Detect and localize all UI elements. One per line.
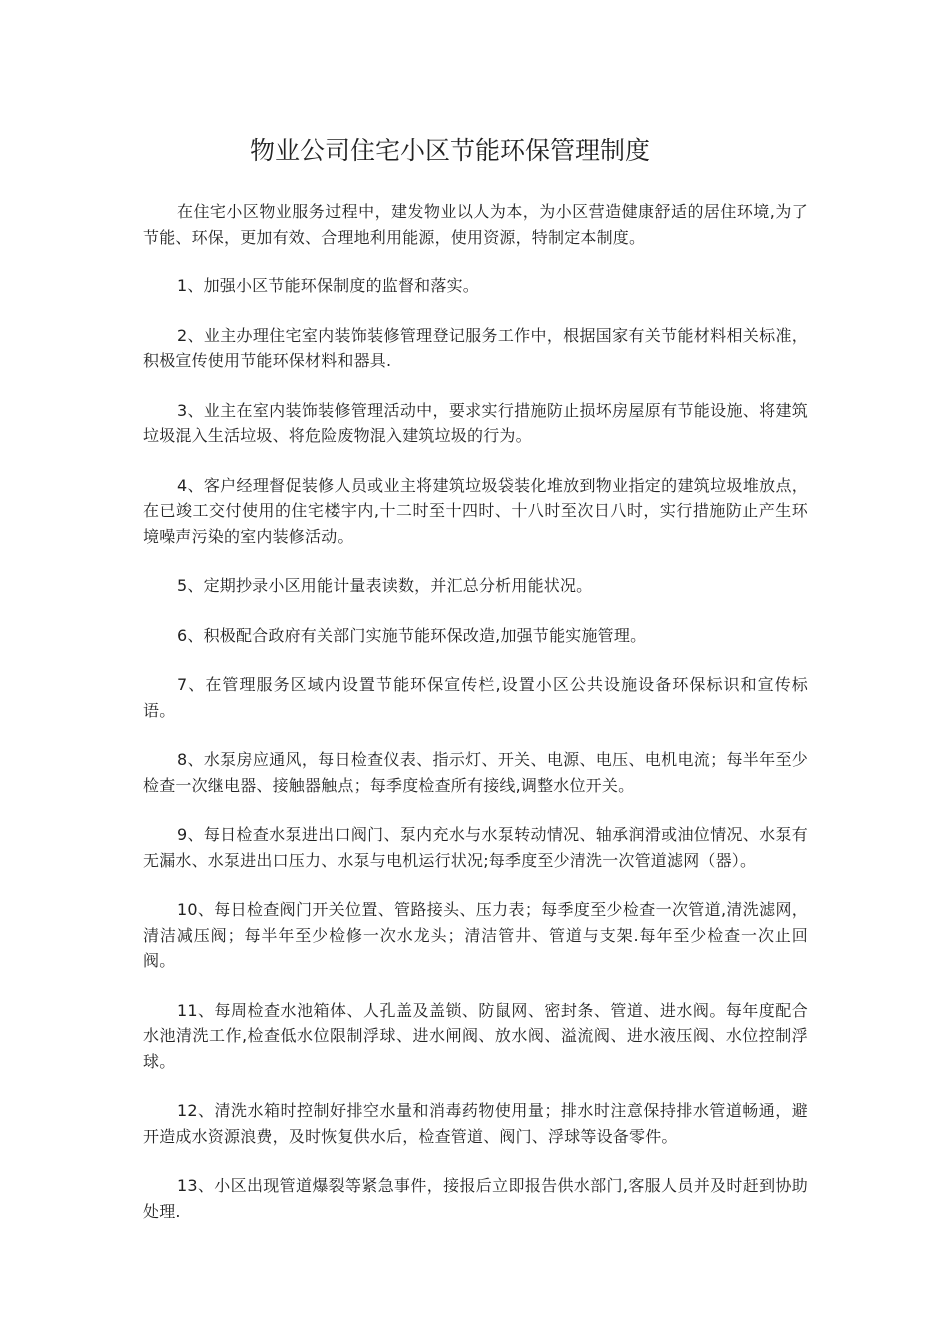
rule-paragraph-4: 4、客户经理督促装修人员或业主将建筑垃圾袋装化堆放到物业指定的建筑垃圾堆放点，在已竣工交付使用的住宅楼宇内,十二时至十四时、十八时至次日八时，实行措施防止产生环境噪声污染的室内装修活动。 <box>143 475 808 546</box>
rule-paragraph-5: 5、定期抄录小区用能计量表读数，并汇总分析用能状况。 <box>177 576 593 595</box>
rule-paragraph-1: 1、加强小区节能环保制度的监督和落实。 <box>177 276 479 295</box>
rule-paragraph-2: 2、业主办理住宅室内装饰装修管理登记服务工作中，根据国家有关节能材料相关标准，积极宣传使用节能环保材料和器具. <box>143 325 808 370</box>
rule-paragraph-13: 13、小区出现管道爆裂等紧急事件，接报后立即报告供水部门,客服人员并及时赶到协助处理. <box>143 1176 808 1221</box>
rule-paragraph-3: 3、业主在室内装饰装修管理活动中，要求实行措施防止损坏房屋原有节能设施、将建筑垃圾混入生活垃圾、将危险废物混入建筑垃圾的行为。 <box>143 400 808 445</box>
rule-paragraph-10: 10、每日检查阀门开关位置、管路接头、压力表；每季度至少检查一次管道,清洗滤网，清洁减压阀；每半年至少检修一次水龙头；清洁管井、管道与支架.每年至少检查一次止回阀。 <box>143 900 808 970</box>
document-body <box>143 199 808 1248</box>
rule-paragraph-11: 11、每周检查水池箱体、人孔盖及盖锁、防鼠网、密封条、管道、进水阀。每年度配合水池清洗工作,检查低水位限制浮球、进水闸阀、放水阀、溢流阀、进水液压阀、水位控制浮球。 <box>143 1000 808 1071</box>
rule-paragraph-7: 7、在管理服务区域内设置节能环保宣传栏,设置小区公共设施设备环保标识和宣传标语。 <box>143 675 808 720</box>
intro-paragraph: 在住宅小区物业服务过程中，建发物业以人为本，为小区营造健康舒适的居住环境,为了节能、环保，更加有效、合理地利用能源，使用资源，特制定本制度。 <box>143 202 808 247</box>
rule-paragraph-9: 9、每日检查水泵进出口阀门、泵内充水与水泵转动情况、轴承润滑或油位情况、水泵有无漏水、水泵进出口压力、水泵与电机运行状况;每季度至少清洗一次管道滤网（器）。 <box>143 825 808 870</box>
document-title: 物业公司住宅小区节能环保管理制度 <box>249 136 650 165</box>
rule-paragraph-12: 12、清洗水箱时控制好排空水量和消毒药物使用量；排水时注意保持排水管道畅通，避开造成水资源浪费，及时恢复供水后，检查管道、阀门、浮球等设备零件。 <box>143 1101 808 1146</box>
rule-paragraph-8: 8、水泵房应通风，每日检查仪表、指示灯、开关、电源、电压、电机电流；每半年至少检查一次继电器、接触器触点；每季度检查所有接线,调整水位开关。 <box>143 750 808 795</box>
rule-paragraph-6: 6、积极配合政府有关部门实施节能环保改造,加强节能实施管理。 <box>177 625 647 645</box>
